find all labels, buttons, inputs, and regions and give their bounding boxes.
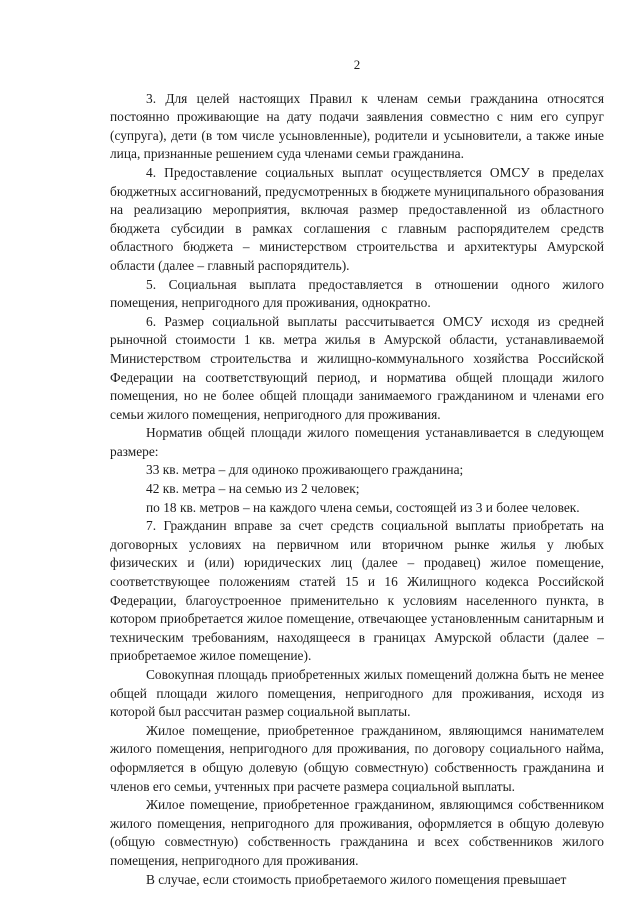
paragraph-payment-size: 6. Размер социальной выплаты рассчитывается ОМСУ исходя из средней рыночной стоимости 1 кв. метра жилья в Амурской области, устанавливаемой Министерством строительства и жилищно-коммунального хозяйства Российской Федерации на соответствующий период, и норматива общей площади жилого помещения, но не более общей площади занимаемого гражданином и членами его семьи жилого помещения, непригодного для проживания.	[110, 313, 604, 422]
paragraph-area-norm: Норматив общей площади жилого помещения устанавливается в следующем размере:	[110, 425, 604, 459]
paragraph-owner-ownership: Жилое помещение, приобретенное гражданином, являющимся собственником жилого помещения, непригодного для проживания, оформляется в общую долевую (общую совместную) собственность гражданина и всех собственников жилого помещения, непригодного для проживания.	[110, 797, 604, 868]
paragraph-one-time-payment: 5. Социальная выплата предоставляется в отношении одного жилого помещения, непригодного для проживания, однократно.	[110, 276, 604, 311]
paragraph-purchase-rights: 7. Гражданин вправе за счет средств социальной выплаты приобретать на договорных условиях на первичном или вторичном рынке жилья у любых физических и (или) юридических лиц (далее – продавец) жилое помещение, соответствующее положениям статей 15 и 16 Жилищного кодекса Российской Федерации, благоустроенное применительно к условиям населенного пункта, в котором приобретается жилое помещение, отвечающее установленным санитарным и техническим требованиям, находящееся в границах Амурской области (далее – приобретаемое жилое помещение).	[110, 518, 604, 664]
list-item-two-persons: 42 кв. метра – на семью из 2 человек;	[146, 481, 360, 497]
paragraph-total-area: Совокупная площадь приобретенных жилых помещений должна быть не менее общей площади жилого помещения, непригодного для проживания, исходя из которой был рассчитан размер социальной выплаты.	[110, 667, 604, 720]
list-item-single: 33 кв. метра – для одиноко проживающего гражданина;	[146, 462, 464, 478]
paragraph-family-members: 3. Для целей настоящих Правил к членам семьи гражданина относятся постоянно проживающие на дату подачи заявления совместно с ним его супруг (супруга), дети (в том числе усыновленные), родители и усыновители, а также иные лица, признанные решением суда членами семьи гражданина.	[110, 90, 604, 162]
list-item-three-plus: по 18 кв. метров – на каждого члена семьи, состоящей из 3 и более человек.	[146, 499, 580, 515]
page-number: 2	[353, 57, 361, 72]
paragraph-cost-exceeds: В случае, если стоимость приобретаемого жилого помещения превышает	[146, 871, 567, 887]
paragraph-tenant-ownership: Жилое помещение, приобретенное гражданином, являющимся нанимателем жилого помещения, непригодного для проживания, по договору социального найма, оформляется в общую долевую (общую совместную) собственность гражданина и членов его семьи, учтенных при расчете размера социальной выплаты.	[110, 722, 604, 794]
paragraph-budget-allocations: 4. Предоставление социальных выплат осуществляется ОМСУ в пределах бюджетных ассигнований, предусмотренных в бюджете муниципального образования на реализацию мероприятия, включая размер предоставленной из областного бюджета субсидии в рамках соглашения с главным распорядителем средств областного бюджета – министерством строительства и архитектуры Амурской области (далее – главный распорядитель).	[110, 164, 604, 273]
